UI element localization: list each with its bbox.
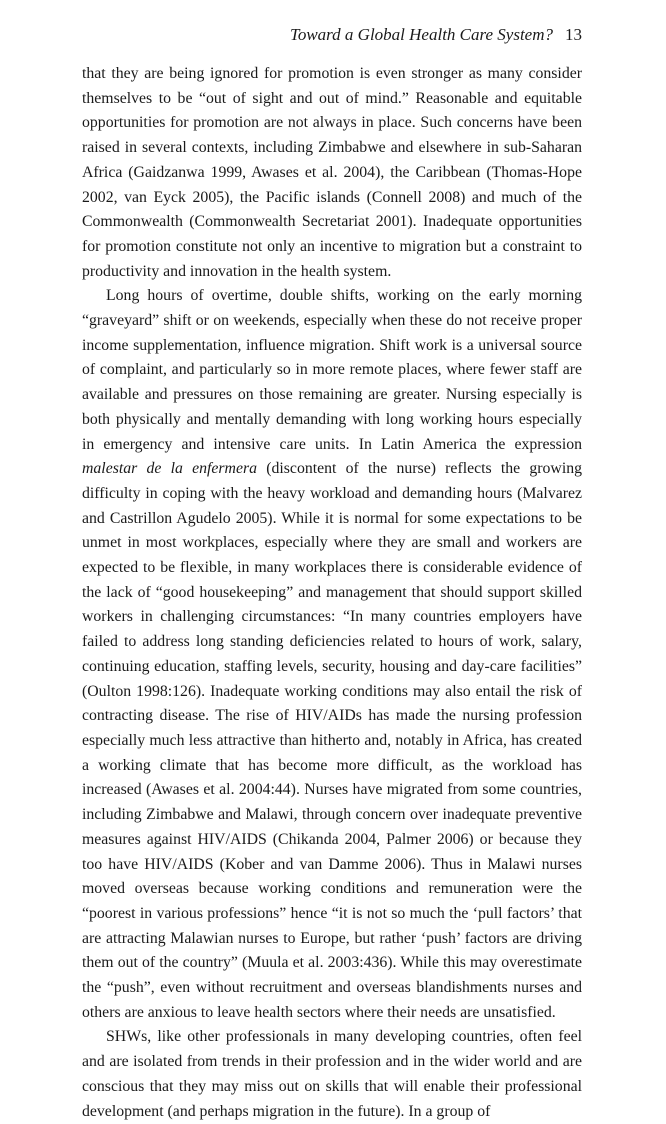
paragraph-2 [82,284,582,1025]
paragraph-2-text-a: Long hours of overtime, double shifts, working on the early morning “graveyard” shift or on weekends, especially when these do not receive proper income supplementation, influence migration. Shift work is a universal source of complaint, and particularly so in more remote places, where fewer staff are available and pressures on those remaining are greater. Nursing especially is both physically and mentally demanding with long working hours especially in emergency and intensive care units. In Latin America the expression [82,287,582,453]
book-page [82,22,582,1124]
running-header [82,22,582,48]
paragraph-1-text: that they are being ignored for promotion is even stronger as many consider themselves to be “out of sight and out of mind.” Reasonable and equitable opportunities for promotion are not always in place. Such concerns have been raised in several contexts, including Zimbabwe and elsewhere in sub-Saharan Africa (Gaidzanwa 1999, Awases et al. 2004), the Caribbean (Thomas-Hope 2002, van Eyck 2005), the Pacific islands (Connell 2008) and much of the Commonwealth (Commonwealth Secretariat 2001). Inadequate opportunities for promotion constitute not only an incentive to migration but a constraint to productivity and innovation in the health system. [82,65,582,280]
paragraph-1 [82,62,582,284]
paragraph-3-text: SHWs, like other professionals in many developing countries, often feel and are isolated from trends in their profession and in the wider world and are conscious that they may miss out on skills that will enable their professional development (and perhaps migration in the future). In a group of [82,1028,582,1120]
paragraph-2-text-b: (discontent of the nurse) reflects the growing difficulty in coping with the heavy workload and demanding hours (Malvarez and Castrillon Agudelo 2005). While it is normal for some expectations to be unmet in most workplaces, especially where they are small and workers are expected to be flexible, in many workplaces there is considerable evidence of the lack of “good housekeeping” and management that should support skilled workers in challenging circumstances: “In many countries employers have failed to address long standing deficiencies related to hours of work, salary, continuing education, staffing levels, security, housing and day-care facilities” (Oulton 1998:126). Inadequate working conditions may also entail the risk of contracting disease. The rise of HIV/AIDs has made the nursing profession especially much less attractive than hitherto and, notably in Africa, has created a working climate that has become more difficult, as the workload has increased (Awases et al. 2004:44). Nurses have migrated from some countries, including Zimbabwe and Malawi, through concern over inadequate preventive measures against HIV/AIDS (Chikanda 2004, Palmer 2006) or because they too have HIV/AIDS (Kober and van Damme 2006). Thus in Malawi nurses moved overseas because working conditions and remuneration were the “poorest in various professions” hence “it is not so much the ‘pull factors’ that are attracting Malawian nurses to Europe, but rather ‘push’ factors are driving them out of the country” (Muula et al. 2003:436). While this may overestimate the “push”, even without recruitment and overseas blandishments nurses and others are anxious to leave health sectors where their needs are unsatisfied. [82,460,583,1021]
running-title: Toward a Global Health Care System? [289,25,553,44]
body-text [82,62,582,1124]
page-number: 13 [565,25,582,44]
paragraph-2-italic-term: malestar de la enfermera [82,460,258,478]
paragraph-3 [82,1025,582,1124]
